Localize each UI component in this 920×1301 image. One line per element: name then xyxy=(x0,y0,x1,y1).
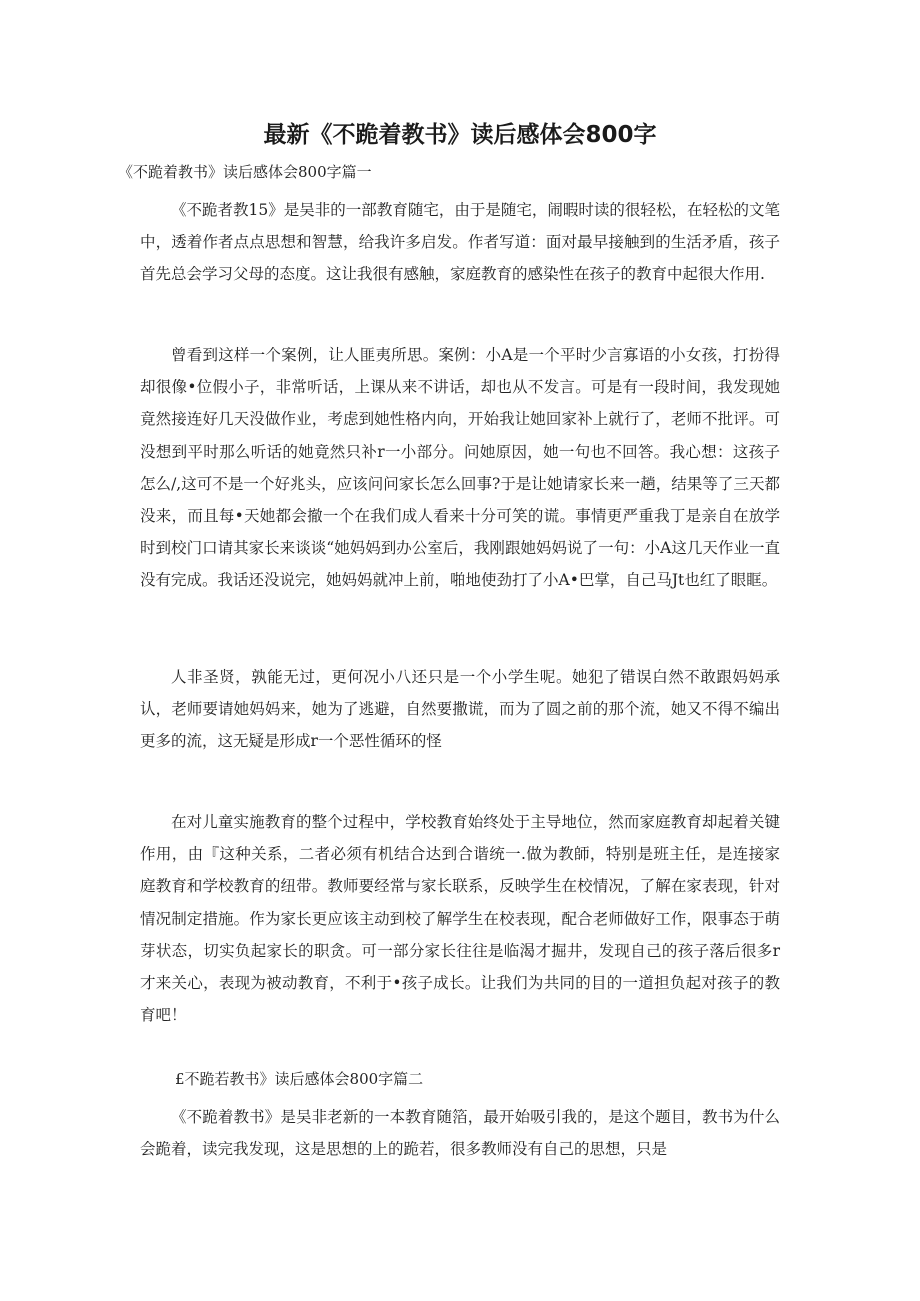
paragraph-intro: 《不跪者教15》是吴非的一部教育随宅，由于是随宅，闹暇时读的很轻松，在轻松的文笔中，透着作者点点思想和智慧，给我许多启发。作者写道：面对最早接触到的生活矛盾，孩子首先总会学习父母的态度。这让我很有感触，家庭教育的感染性在孩子的教育中起很大作用. xyxy=(140,201,780,284)
section-heading-part-two: £不跪若教书》读后感体会800字篇二 xyxy=(175,1070,424,1088)
paragraph-part-two-intro: 《不跪着教书》是吴非老新的一本教育随箔，最开始吸引我的，是这个题目，教书为什么会跪着，读完我发现，这是思想的上的跪若，很多教师没有自己的思想，只是 xyxy=(140,1108,780,1159)
paragraph-case-study: 曾看到这样一个案例，让人匪夷所思。案例：小A是一个平时少言寡语的小女孩，打扮得却很像•位假小子，非常听话，上课从来不讲话，却也从不发言。可是有一段时间，我发现她竟然接连好几天没做作业，考虑到她性格内向，开始我让她回家补上就行了，老师不批评。可没想到平时那么听话的她竟然只补r一小部分。问她原因，她一句也不回答。我心想：这孩子怎么/,这可不是一个好兆头，应该问问家长怎么回事?于是让她请家长来一趟，结果等了三天都没来，而且每•天她都会撤一个在我们成人看来十分可笑的谎。事情更严重我丁是亲自在放学时到校门口请其家长来谈谈“她妈妈到办公室后，我刚跟她妈妈说了一句：小A这几天作业一直没有完成。我话还没说完，她妈妈就冲上前，啪地使劲打了小A•巴掌，自己马Jt也红了眼眶。 xyxy=(140,346,780,590)
document-title: 最新《不跪着教书》读后感体会800字 xyxy=(263,122,657,148)
section-heading-part-one: 《不跪着教书》读后感体会800字篇一 xyxy=(118,163,372,181)
paragraph-home-school: 在对儿童实施教育的整个过程中，学校教育始终处于主导地位，然而家庭教育却起着关键作用，由『这种关系，二者必须有机结合达到合谐统一.做为教師，特别是班主任，是连接家庭教育和学校教育的纽带。教师要经常与家长联系，反映学生在校情况，了解在家表现，针对情况制定措施。作为家长更应该主动到校了解学生在校表现，配合老师做好工作，限事态于萌芽状态，切实负起家长的职贪。可一部分家长往往是临渴才掘井，发现自己的孩子落后很多r才来关心，表现为被动教育，不利于•孩子成长。让我们为共同的目的一道担负起对孩子的教育吧！ xyxy=(140,813,780,1025)
paragraph-reflection: 人非圣贤，孰能无过，更何况小八还只是一个小学生呢。她犯了错误白然不敢跟妈妈承认，老师要请她妈妈来，她为了逃避，自然要撒谎，而为了圆之前的那个流，她又不得不编出更多的流，这无疑是形成r一个恶性循环的怪 xyxy=(140,668,780,751)
